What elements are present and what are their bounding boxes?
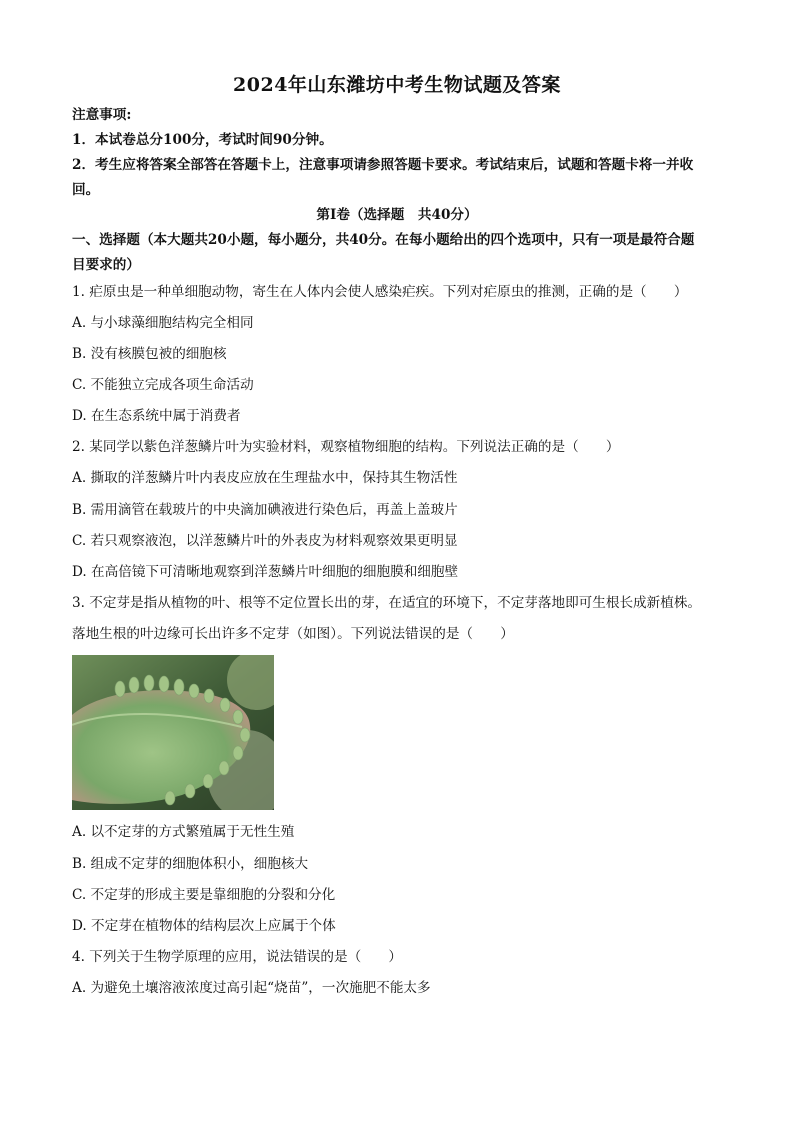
question-1-option-b: B. 没有核膜包被的细胞核: [72, 346, 227, 362]
question-2-option-c: C. 若只观察液泡，以洋葱鳞片叶的外表皮为材料观察效果更明显: [72, 533, 458, 549]
question-2-option-a: A. 撕取的洋葱鳞片叶内表皮应放在生理盐水中，保持其生物活性: [72, 470, 458, 486]
question-1-stem: 1. 疟原虫是一种单细胞动物，寄生在人体内会使人感染疟疾。下列对疟原虫的推测，正确的是（ ）: [72, 284, 688, 300]
leaf-illustration: [72, 655, 274, 810]
question-3-option-c: C. 不定芽的形成主要是靠细胞的分裂和分化: [72, 887, 336, 903]
part-heading-line-1: 一、选择题（本大题共20小题，每小题分，共40分。在每小题给出的四个选项中，只有一项是最符合题: [72, 232, 695, 248]
notice-item-1: 1．本试卷总分100分，考试时间90分钟。: [72, 132, 333, 148]
notice-item-2-line-1: 2．考生应将答案全部答在答题卡上，注意事项请参照答题卡要求。考试结束后，试题和答题卡将一并收: [72, 157, 694, 173]
notice-heading: 注意事项:: [72, 107, 132, 123]
kalanchoe-leaf-photo: [72, 655, 274, 810]
question-3-option-d: D. 不定芽在植物体的结构层次上应属于个体: [72, 918, 336, 934]
part-heading-line-2: 目要求的）: [72, 257, 140, 273]
question-4-option-a: A. 为避免土壤溶液浓度过高引起“烧苗”，一次施肥不能太多: [72, 980, 431, 996]
question-3-stem-line-2: 落地生根的叶边缘可长出许多不定芽（如图）。下列说法错误的是（ ）: [72, 626, 514, 642]
question-3-option-a: A. 以不定芽的方式繁殖属于无性生殖: [72, 824, 295, 840]
notice-item-2-line-2: 回。: [72, 182, 100, 198]
question-4-stem: 4. 下列关于生物学原理的应用，说法错误的是（ ）: [72, 949, 402, 965]
section-title: 第Ⅰ卷（选择题 共40分）: [316, 207, 478, 223]
question-3-stem-line-1: 3. 不定芽是指从植物的叶、根等不定位置长出的芽，在适宜的环境下，不定芽落地即可生根长成新植株。: [72, 595, 702, 611]
question-3-option-b: B. 组成不定芽的细胞体积小，细胞核大: [72, 856, 309, 872]
question-2-stem: 2. 某同学以紫色洋葱鳞片叶为实验材料，观察植物细胞的结构。下列说法正确的是（ ）: [72, 439, 620, 455]
question-2-option-d: D. 在高倍镜下可清晰地观察到洋葱鳞片叶细胞的细胞膜和细胞壁: [72, 564, 459, 580]
question-1-option-d: D. 在生态系统中属于消费者: [72, 408, 241, 424]
page-title: 2024年山东潍坊中考生物试题及答案: [233, 74, 561, 96]
question-2-option-b: B. 需用滴管在载玻片的中央滴加碘液进行染色后，再盖上盖玻片: [72, 502, 458, 518]
question-1-option-c: C. 不能独立完成各项生命活动: [72, 377, 254, 393]
question-1-option-a: A. 与小球藻细胞结构完全相同: [72, 315, 254, 331]
